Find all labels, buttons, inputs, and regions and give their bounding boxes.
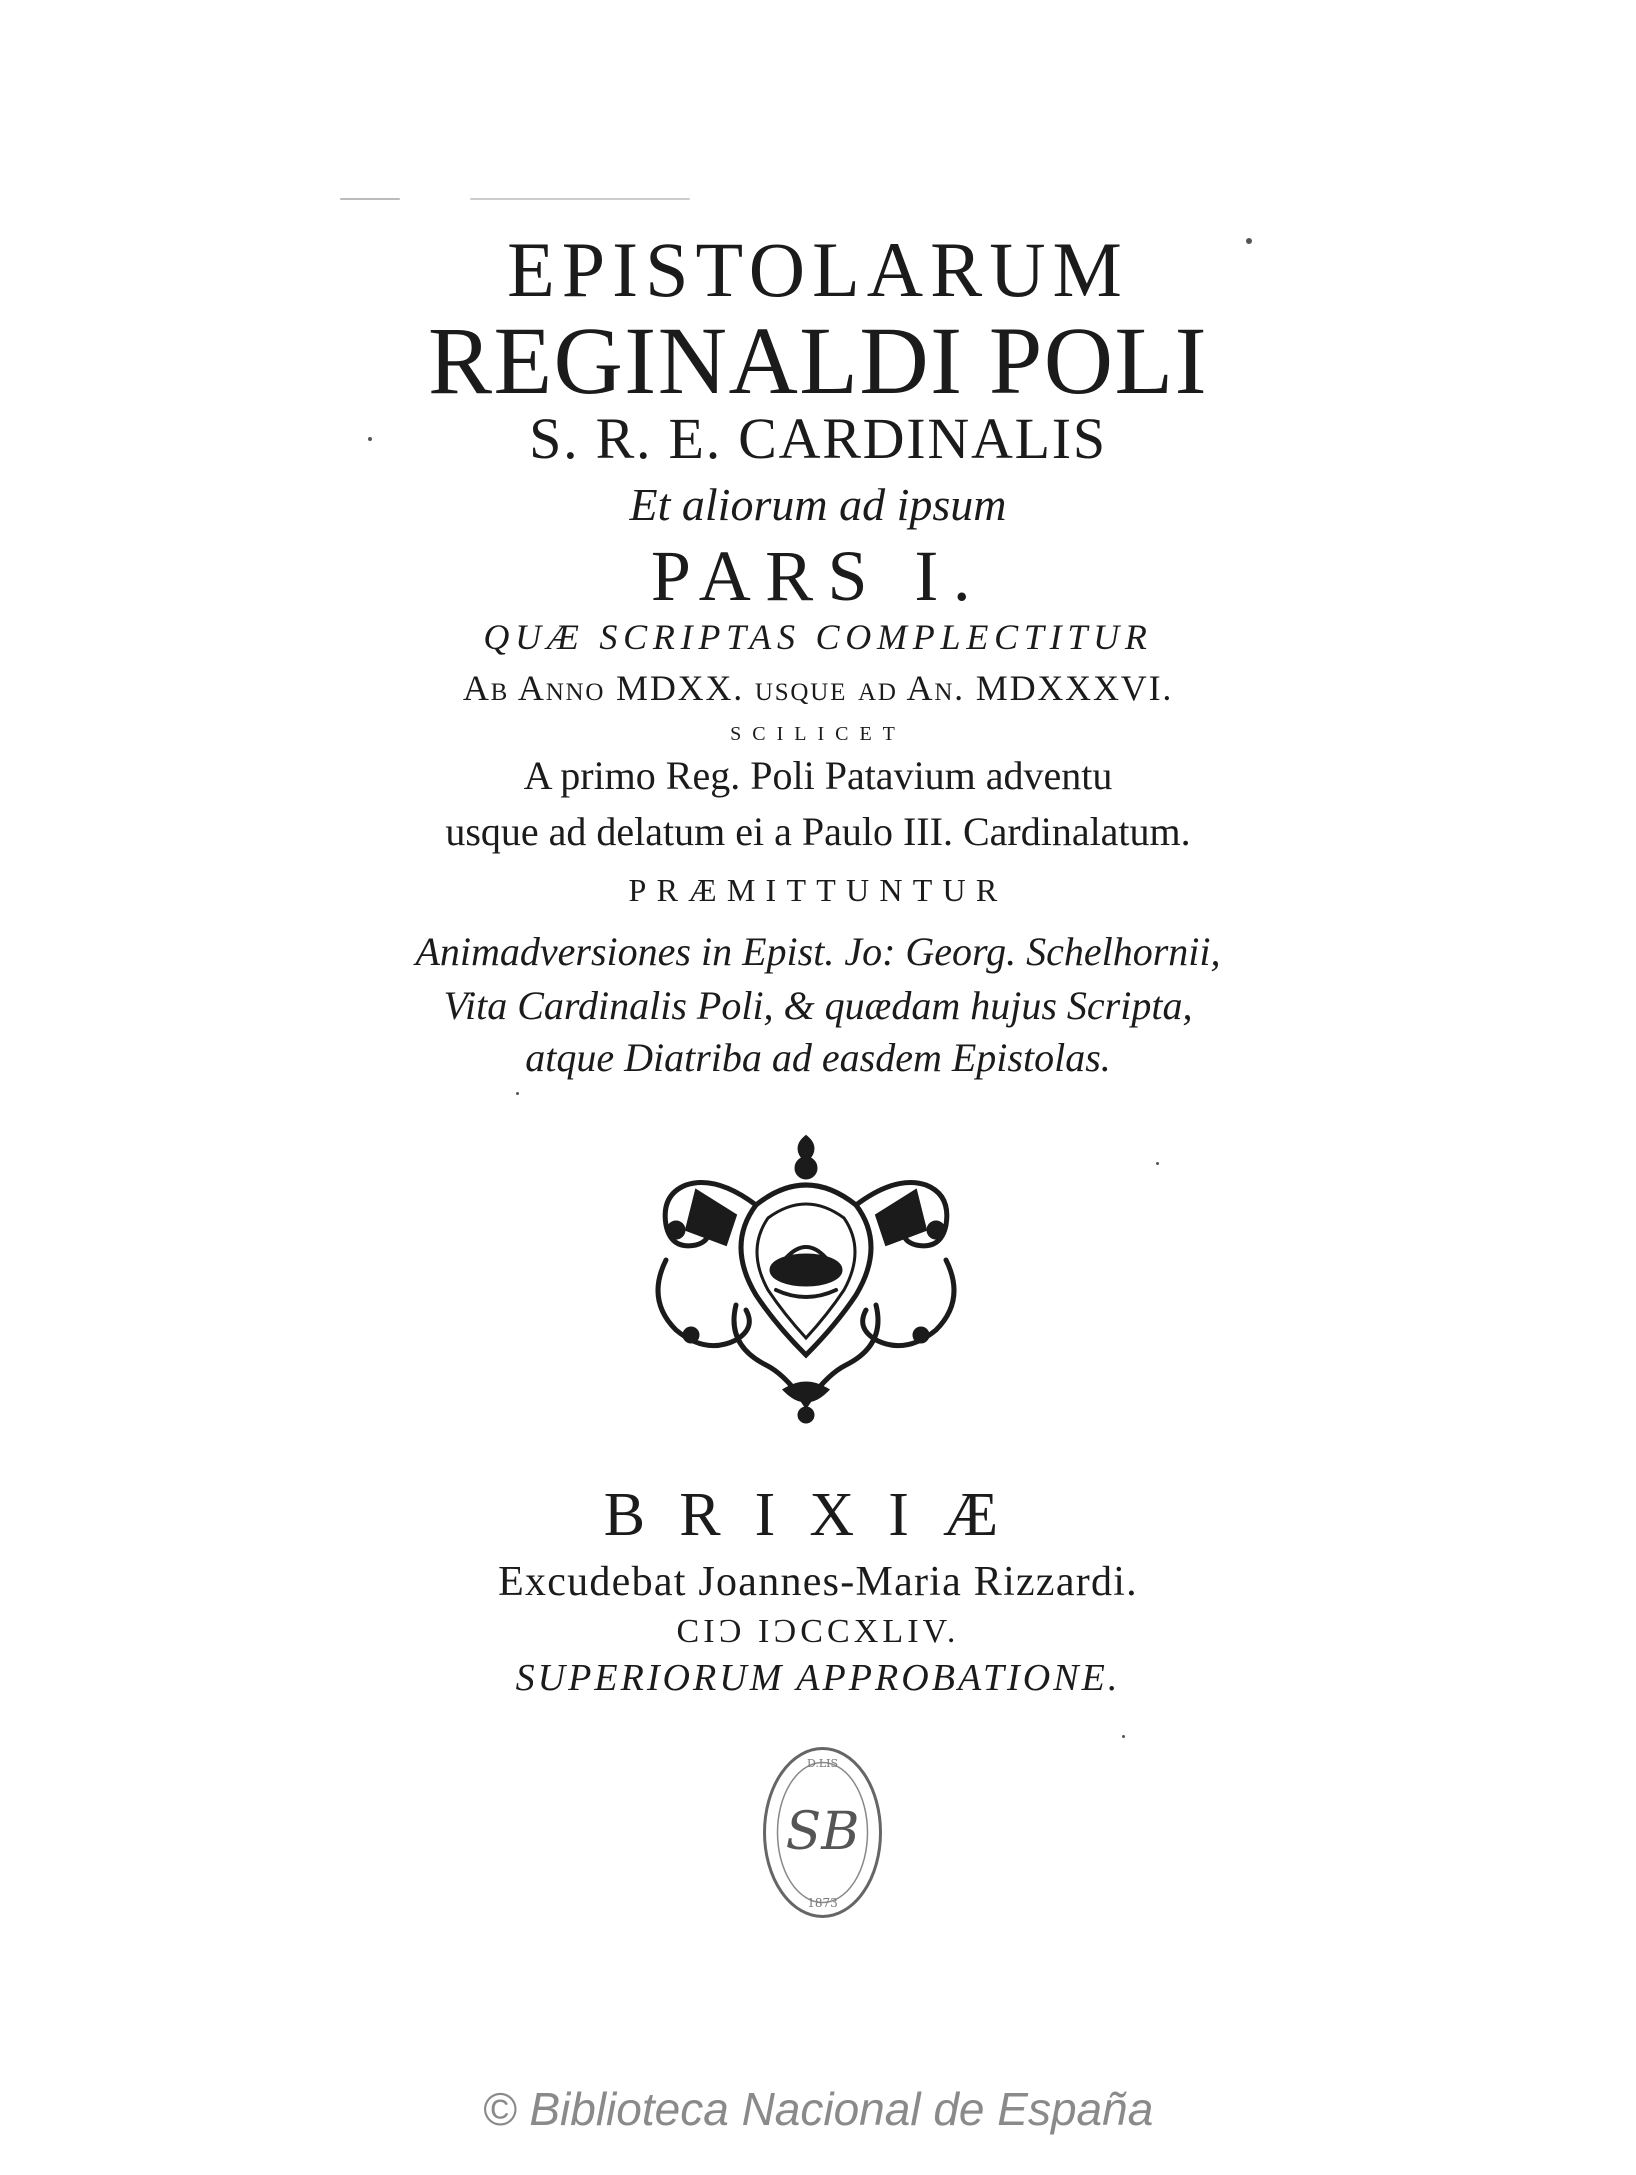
imprint-approval: SUPERIORUM APPROBATIONE. — [515, 1657, 1121, 1699]
scan-speck — [516, 1092, 519, 1095]
vita-cardinalis-line: Vita Cardinalis Poli, & quædam hujus Scripta, — [443, 983, 1193, 1028]
title-reginaldi-poli: REGINALDI POLI — [427, 307, 1209, 414]
scilicet-line: SCILICET — [730, 723, 906, 745]
subtitle-et-aliorum: Et aliorum ad ipsum — [629, 479, 1007, 530]
scan-speck — [470, 198, 690, 200]
copyright-footer: © Biblioteca Nacional de España — [482, 2083, 1154, 2135]
date-range-line: Ab Anno MDXX. usque ad An. MDXXXVI. — [462, 668, 1174, 708]
quae-scriptas-line: QUÆ SCRIPTAS COMPLECTITUR — [483, 617, 1153, 657]
praemittuntur-heading: PRÆMITTUNTUR — [628, 872, 1008, 908]
svg-text:D.LIS: D.LIS — [806, 1757, 839, 1770]
title-epistolarum: EPISTOLARUM — [507, 226, 1129, 313]
imprint-printer: Excudebat Joannes-Maria Rizzardi. — [498, 1559, 1138, 1605]
baroque-cartouche-icon — [636, 1130, 976, 1425]
scan-speck — [1122, 1735, 1125, 1738]
primo-adventu-line: A primo Reg. Poli Patavium adventu — [523, 753, 1113, 798]
imprint-city: BRIXIÆ — [603, 1481, 1033, 1549]
scan-speck — [340, 198, 400, 200]
animadversiones-line: Animadversiones in Epist. Jo: Georg. Schelhornii, — [415, 929, 1221, 974]
title-cardinalis: S. R. E. CARDINALIS — [529, 406, 1107, 471]
diatriba-line: atque Diatriba ad easdem Epistolas. — [525, 1035, 1111, 1080]
library-seal-icon — [760, 1745, 885, 1920]
imprint-year: CIƆ IƆCCXLIV. — [676, 1613, 960, 1650]
pars-heading: PARS I. — [650, 536, 986, 616]
cardinalatum-line: usque ad delatum ei a Paulo III. Cardinalatum. — [445, 809, 1191, 854]
scan-speck — [1156, 1162, 1159, 1165]
svg-text:1873: 1873 — [807, 1896, 838, 1910]
svg-text:SB: SB — [785, 1802, 860, 1862]
